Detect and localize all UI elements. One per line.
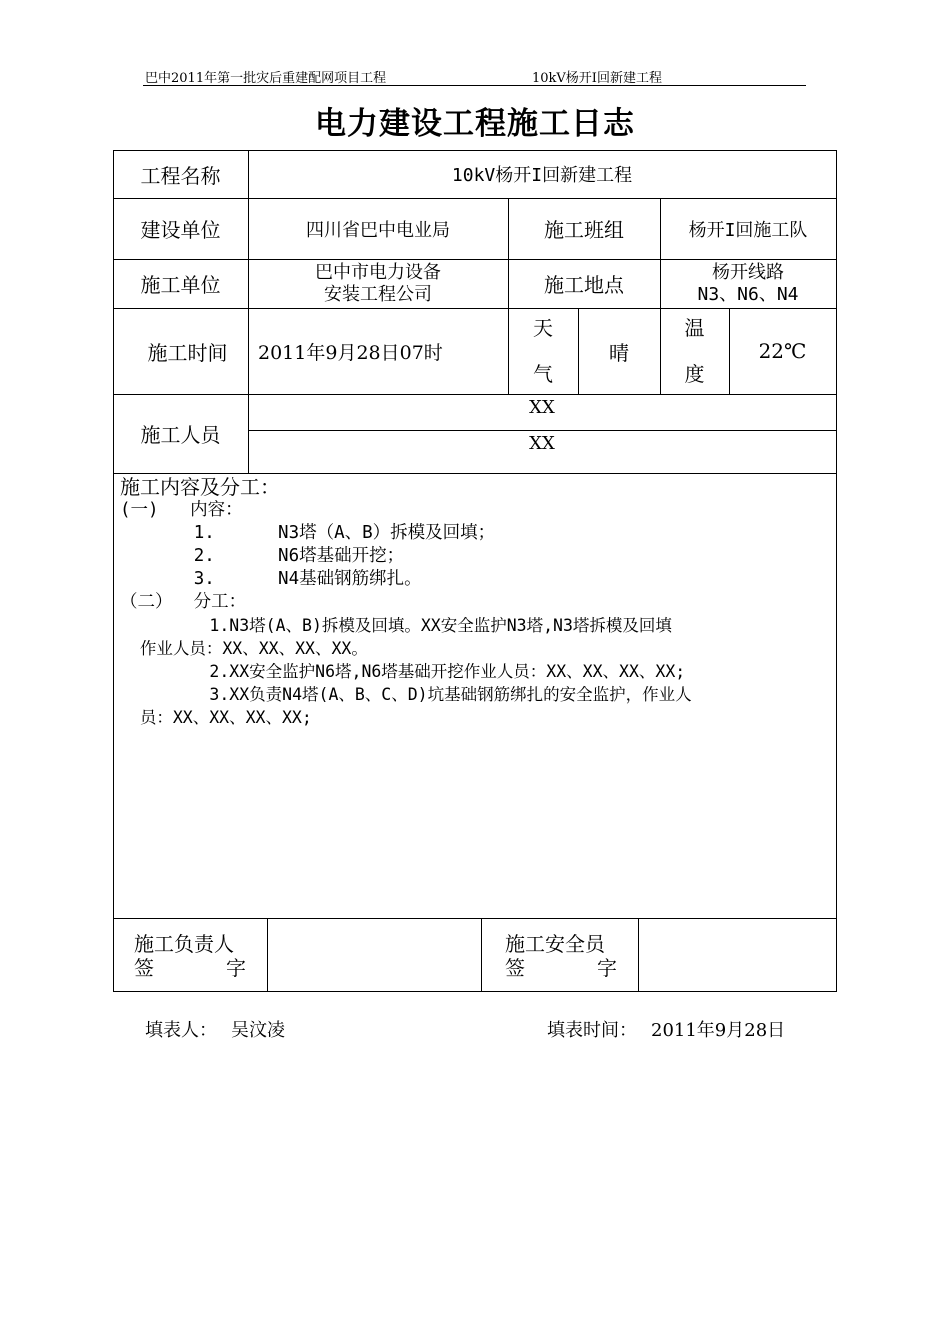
leader-label: 施工负责人 [134, 932, 234, 956]
project-name-label: 工程名称 [140, 163, 221, 188]
running-header-left: 巴中2011年第一批灾后重建配网项目工程 [145, 71, 387, 86]
project-name-value: 10kV杨开I回新建工程 [451, 165, 633, 186]
fill-time-value: 2011年9月28日 [651, 1020, 786, 1041]
staff-label: 施工人员 [140, 423, 221, 447]
staff-value-2: XX [529, 433, 555, 454]
site-value [660, 259, 836, 308]
table-border-bottom [113, 991, 837, 992]
temperature-label [660, 308, 729, 394]
weather-value: 晴 [609, 340, 629, 365]
content-line: 3.XX负责N4塔(A、B、C、D)坑基础钢筋绑扎的安全监护，作业人 [120, 685, 692, 704]
contractor-value [248, 259, 508, 308]
leader-sign-char1: 签 [134, 956, 154, 980]
site-label: 施工地点 [544, 273, 624, 297]
time-value: 2011年9月28日07时 [258, 341, 443, 364]
contractor-label: 施工单位 [140, 273, 221, 297]
table-rule [267, 918, 268, 991]
time-label: 施工时间 [147, 340, 228, 365]
running-header-right: 10kV杨开I回新建工程 [532, 71, 662, 86]
safety-sign-char1: 签 [505, 956, 525, 980]
leader-signature-label [134, 932, 246, 980]
contractor-value-line1: 巴中市电力设备 [315, 261, 441, 283]
table-rule [638, 918, 639, 991]
safety-signature-label [505, 932, 617, 980]
builder-value: 四川省巴中电业局 [306, 219, 450, 241]
content-line: 施工内容及分工： [120, 475, 280, 499]
header-rule [143, 85, 806, 86]
weather-label-char2: 气 [533, 362, 553, 386]
safety-label: 施工安全员 [505, 932, 605, 956]
staff-value-1: XX [529, 397, 555, 418]
page-title: 电力建设工程施工日志 [315, 106, 635, 142]
team-label: 施工班组 [544, 218, 624, 242]
content-line: 员：XX、XX、XX、XX; [120, 708, 312, 727]
site-value-line1: 杨开线路 [712, 261, 784, 283]
team-value: 杨开I回施工队 [688, 219, 808, 241]
table-border-right [836, 150, 837, 992]
temperature-label-char1: 温 [684, 316, 705, 340]
weather-label [508, 308, 578, 394]
weather-label-char1: 天 [533, 316, 553, 340]
content-line: 1. N3塔（A、B）拆模及回填； [120, 523, 496, 543]
filler-name: 吴汶凌 [231, 1020, 285, 1041]
contractor-value-line2: 安装工程公司 [324, 283, 432, 305]
fill-time-label: 填表时间： [547, 1020, 637, 1041]
content-line: （二） 分工： [120, 592, 247, 612]
temperature-value: 22℃ [758, 339, 807, 363]
site-value-line2: N3、N6、N4 [697, 283, 799, 305]
builder-label: 建设单位 [140, 218, 221, 242]
content-line: 作业人员：XX、XX、XX、XX。 [120, 639, 368, 658]
table-rule [113, 918, 837, 919]
content-line: 2. N6塔基础开挖； [120, 546, 405, 566]
content-line: 3. N4基础钢筋绑扎。 [120, 569, 422, 589]
work-content [120, 475, 832, 729]
table-rule [113, 473, 837, 474]
content-line: 1.N3塔(A、B)拆模及回填。XX安全监护N3塔,N3塔拆模及回填 [120, 616, 672, 635]
safety-sign-char2: 字 [597, 956, 617, 980]
content-line: (一) 内容： [120, 500, 243, 520]
filler-label: 填表人： [145, 1020, 217, 1041]
temperature-label-char2: 度 [684, 362, 705, 386]
leader-sign-char2: 字 [226, 956, 246, 980]
content-line: 2.XX安全监护N6塔,N6塔基础开挖作业人员：XX、XX、XX、XX; [120, 662, 686, 681]
table-rule [481, 918, 482, 991]
